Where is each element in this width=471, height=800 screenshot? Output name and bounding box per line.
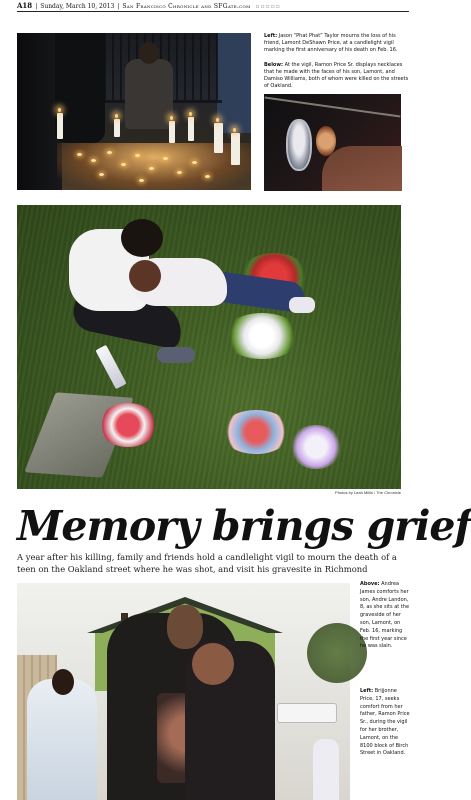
photo-mourner-body [125, 59, 173, 129]
photo-hand [322, 146, 402, 191]
caption-text: Brijjonne Price, 17, seeks comfort from her father, Ramon Price Sr., during the vigil for her brother, Lamont, on the 8100 block of Birch Street in Oakland. [360, 688, 410, 757]
tealight [135, 154, 140, 157]
photo-candlelight-vigil [17, 33, 251, 190]
candle [57, 113, 63, 139]
photo-woman-head [52, 669, 74, 695]
candle-flame [189, 112, 192, 116]
page-folio [17, 1, 409, 11]
candle-flame [216, 118, 219, 122]
folio-date: Sunday, March 10, 2013 [40, 3, 115, 10]
photo-van [277, 703, 337, 723]
candle-flame [58, 108, 61, 112]
caption-lead: Below: [264, 62, 283, 68]
photo-pendant-2 [316, 126, 336, 156]
candle [231, 133, 240, 165]
photo-embrace [17, 583, 350, 800]
photo-bg-wall [217, 33, 251, 133]
folio-separator-2: | [117, 3, 120, 10]
caption-vigil [264, 33, 409, 54]
candle [169, 121, 175, 143]
folio-brand: San Francisco Chronicle and SFGate.com [122, 3, 251, 10]
photo-credit: Photos by Leah Millis / The Chronicle [335, 490, 401, 495]
photo-child [313, 739, 339, 800]
photo-chain [265, 96, 401, 117]
photo-graveside [17, 205, 401, 489]
caption-lead: Left: [264, 33, 278, 39]
caption-text: Jason “Phat Phat” Taylor mourns the loss of his friend, Lamont DeShawn Price, at a candlelight vigil marking the first anniversary of his death on Feb. 16. [264, 33, 398, 53]
caption-lead: Above: [360, 581, 380, 587]
photo-man-head [167, 605, 203, 649]
photo-flowers [223, 313, 301, 359]
caption-text: Andrea James comforts her son, Andre Landon, 8, as she sits at the graveside of her son, Lamont, on Feb. 16, marking the first year since he was slain. [360, 581, 410, 650]
header-rule [17, 11, 409, 12]
photo-flowers [289, 425, 343, 469]
tealight [149, 167, 154, 170]
tealight [107, 151, 112, 154]
caption-lead: Left: [360, 688, 374, 694]
candle [188, 117, 194, 141]
photo-tree [307, 623, 367, 683]
dek: A year after his killing, family and friends hold a candlelight vigil to mourn the death of a teen on the Oakland street where he was shot, and visit his gravesite in Richmond [17, 552, 397, 574]
photo-boy-shoe [289, 297, 315, 313]
photo-pendant-1 [286, 119, 312, 171]
page-number: A18 [17, 1, 33, 10]
tealight [121, 163, 126, 166]
photo-girl-head [192, 643, 234, 685]
candle-flame [170, 116, 173, 120]
candle-flame [233, 128, 236, 132]
tealight [77, 153, 82, 156]
candle [114, 119, 120, 137]
tealight [91, 159, 96, 162]
candle [214, 123, 223, 153]
photo-mourner-head [139, 42, 159, 64]
tealight [99, 173, 104, 176]
tealight [192, 161, 197, 164]
photo-flowers [99, 403, 157, 447]
photo-woman-head [121, 219, 163, 257]
caption-text: At the vigil, Ramon Price Sr. displays necklaces that he made with the faces of his son, Lamont, and Damiso Williams, both of whom were killed on the streets of Oakland. [264, 62, 409, 89]
tealight [139, 179, 144, 182]
tealight [177, 171, 182, 174]
tealight [163, 157, 168, 160]
candle-flame [115, 114, 118, 118]
folio-separator: | [35, 3, 38, 10]
folio-ornament: ▫▫▫▫▫ [255, 3, 281, 10]
headline: Memory brings grief [17, 502, 471, 550]
caption-embrace [360, 688, 410, 758]
photo-necklace [264, 94, 401, 191]
photo-flowers [221, 410, 291, 454]
photo-woman [27, 679, 97, 800]
tealight [205, 175, 210, 178]
caption-graveside [360, 581, 410, 651]
photo-boy-head [129, 260, 161, 292]
photo-woman-shoe [157, 347, 195, 363]
caption-necklace [264, 62, 409, 90]
